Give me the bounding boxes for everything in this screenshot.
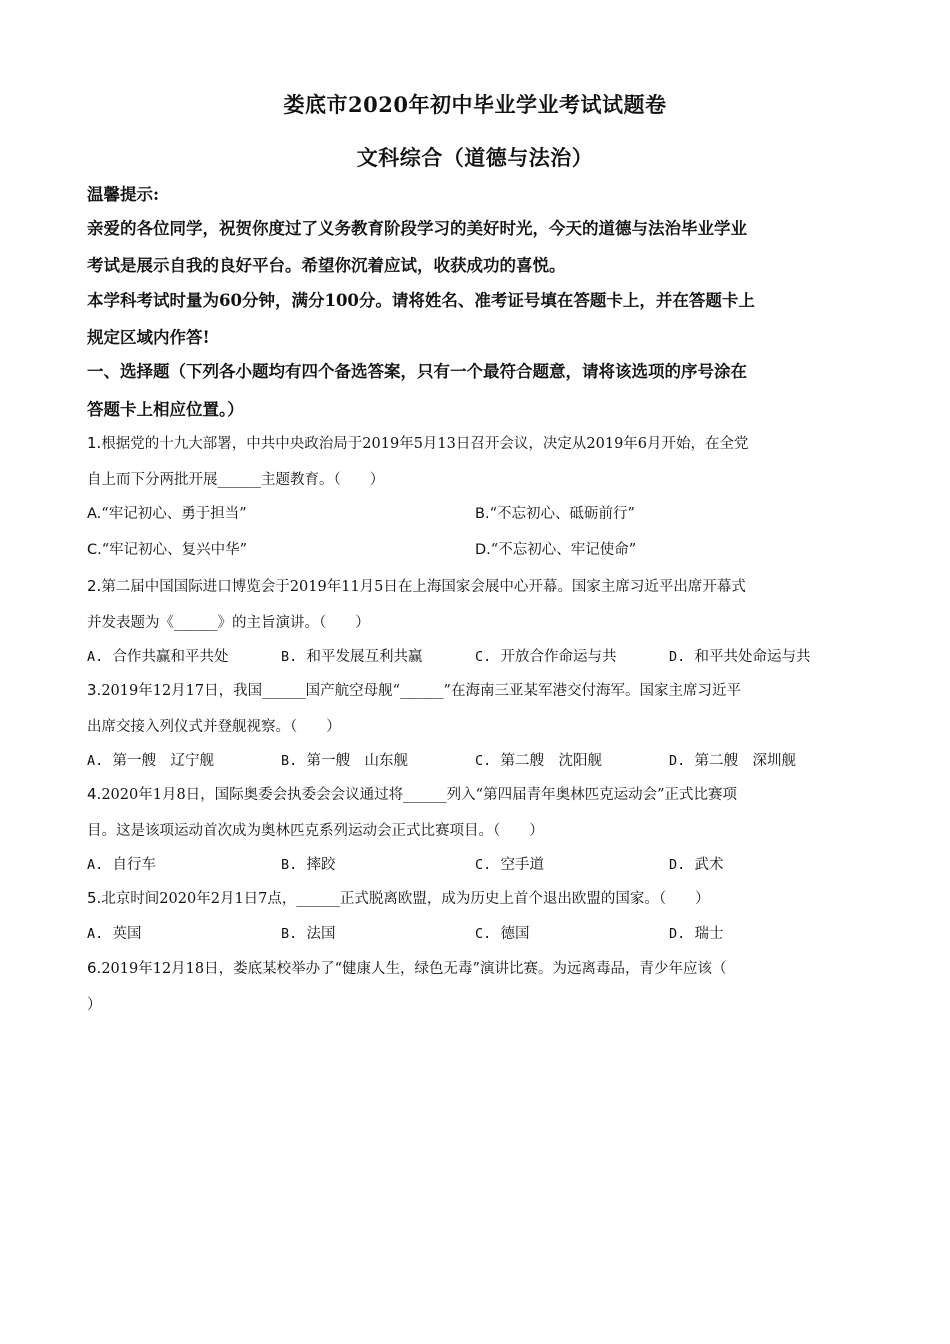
option-d: D. 武术 — [669, 857, 724, 873]
question-text: 目。这是该项运动首次成为奥林匹克系列运动会正式比赛项目。（ ） — [87, 823, 544, 839]
question-text: 第二届中国国际进口博览会于2019年11月5日在上海国家会展中心开幕。国家主席习近平出席开幕式 — [101, 579, 746, 595]
section-heading: 一、选择题（下列各小题均有四个备选答案，只有一个最符合题意，请将该选项的序号涂在 — [87, 362, 747, 381]
option-c: C. 空手道 — [475, 857, 544, 873]
notice-line: 考试是展示自我的良好平台。希望你沉着应试，收获成功的喜悦。 — [87, 256, 566, 275]
question-number: 2. — [87, 577, 102, 595]
option-c: C. 开放合作命运与共 — [475, 649, 617, 665]
option-d: D. 第二艘 深圳舰 — [669, 753, 796, 769]
exam-title: 娄底市2020年初中毕业学业考试试题卷 — [283, 92, 667, 117]
question-2 — [87, 575, 867, 596]
question-4 — [87, 783, 867, 804]
question-text: 2019年12月17日，我国______国产航空母舰“______”在海南三亚某军港交付海军。国家主席习近平 — [101, 683, 741, 699]
question-text: 出席交接入列仪式并登舰视察。（ ） — [87, 719, 341, 735]
notice-line: 规定区域内作答! — [87, 328, 210, 347]
option-a: A. 第一艘 辽宁舰 — [87, 753, 214, 769]
option-b: B. 第一艘 山东舰 — [281, 753, 408, 769]
question-6 — [87, 957, 867, 978]
question-number: 4. — [87, 785, 102, 803]
option-a: A. 合作共赢和平共处 — [87, 649, 229, 665]
option-b: B.“不忘初心、砥砺前行” — [475, 506, 635, 522]
question-number: 6. — [87, 959, 102, 977]
question-text: 2019年12月18日，娄底某校举办了“健康人生，绿色无毒”演讲比赛。为远离毒品，青少年应该（ — [101, 961, 727, 977]
section-heading: 答题卡上相应位置。） — [87, 400, 244, 419]
question-5 — [87, 887, 867, 908]
question-text: 根据党的十九大部署，中共中央政治局于2019年5月13日召开会议，决定从2019年6月开始，在全党 — [101, 436, 749, 452]
exam-subtitle: 文科综合（道德与法治） — [356, 145, 594, 170]
option-a: A. 自行车 — [87, 857, 156, 873]
question-number: 3. — [87, 681, 102, 699]
option-c: C. 德国 — [475, 926, 530, 942]
option-c: C.“牢记初心、复兴中华” — [87, 542, 248, 558]
question-text: ） — [87, 997, 102, 1013]
question-3 — [87, 679, 867, 700]
option-a: A.“牢记初心、勇于担当” — [87, 506, 247, 522]
question-number: 5. — [87, 889, 102, 907]
option-d: D. 瑞士 — [669, 926, 724, 942]
question-text: 并发表题为《______》的主旨演讲。（ ） — [87, 615, 370, 631]
option-d: D. 和平共处命运与共 — [669, 649, 811, 665]
notice-line: 本学科考试时量为60分钟，满分100分。请将姓名、准考证号填在答题卡上，并在答题卡上 — [87, 291, 755, 310]
question-number: 1. — [87, 434, 102, 452]
notice-line: 亲爱的各位同学，祝贺你度过了义务教育阶段学习的美好时光，今天的道德与法治毕业学业 — [87, 219, 747, 238]
notice-heading: 温馨提示: — [87, 185, 160, 204]
option-b: B. 法国 — [281, 926, 336, 942]
question-text: 北京时间2020年2月1日7点，______正式脱离欧盟，成为历史上首个退出欧盟的国家。（ ） — [101, 891, 710, 907]
option-a: A. 英国 — [87, 926, 142, 942]
question-text: 自上而下分两批开展______主题教育。（ ） — [87, 472, 385, 488]
option-b: B. 摔跤 — [281, 857, 336, 873]
option-d: D.“不忘初心、牢记使命” — [475, 542, 637, 558]
option-b: B. 和平发展互利共赢 — [281, 649, 423, 665]
question-1 — [87, 432, 867, 453]
question-text: 2020年1月8日，国际奥委会执委会会议通过将______列入“第四届青年奥林匹克运动会”正式比赛项 — [101, 787, 737, 803]
option-c: C. 第二艘 沈阳舰 — [475, 753, 602, 769]
